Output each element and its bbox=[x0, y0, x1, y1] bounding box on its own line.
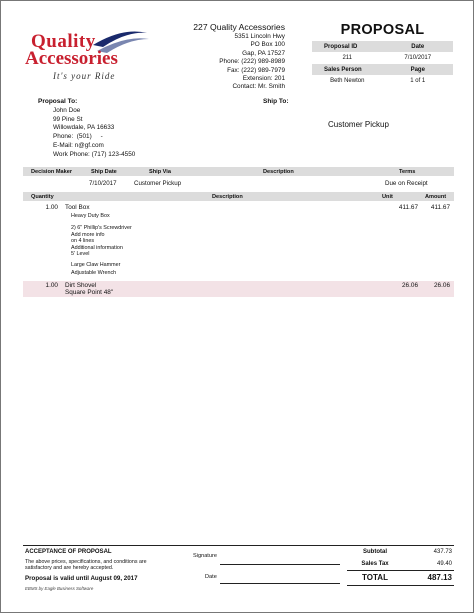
totals-divider bbox=[347, 570, 454, 571]
customer-email: E-Mail: n@gf.com bbox=[53, 141, 104, 149]
customer-work-phone: Work Phone: (717) 123-4550 bbox=[53, 150, 136, 158]
software-credit: EBMS by Eagle Business Software bbox=[25, 586, 94, 591]
acceptance-date-line[interactable] bbox=[220, 583, 340, 584]
subtotal-value: 437.73 bbox=[433, 549, 452, 555]
acceptance-text: The above prices, specifications, and conditions are satisfactory and are hereby accepted. bbox=[25, 559, 147, 572]
logo-tagline: It's your Ride bbox=[53, 71, 116, 81]
footer-divider bbox=[23, 545, 454, 546]
proposal-info-values bbox=[312, 75, 453, 87]
proposal-date: 7/10/2017 bbox=[404, 55, 432, 61]
proposal-date-label: Date bbox=[411, 43, 425, 50]
terms-value: Due on Receipt bbox=[385, 179, 428, 187]
quantity-header: Quantity bbox=[31, 193, 54, 200]
proposal-id-label: Proposal ID bbox=[324, 43, 358, 50]
item-detail-line: on 4 lines bbox=[71, 238, 95, 244]
page-label: Page bbox=[410, 66, 425, 73]
signature-label: Signature bbox=[193, 553, 217, 559]
company-phone: Phone: (222) 989-8989 bbox=[219, 58, 285, 66]
salesperson: Beth Newton bbox=[330, 78, 365, 84]
description-header: Description bbox=[212, 193, 243, 200]
ship-via-value: Customer Pickup bbox=[134, 179, 182, 187]
company-contact: Contact: Mr. Smith bbox=[232, 83, 285, 91]
company-fax: Fax: (222) 989-7979 bbox=[227, 66, 285, 74]
total-label: TOTAL bbox=[362, 573, 388, 582]
sales-tax-label: Sales Tax bbox=[361, 561, 389, 567]
acceptance-date-label: Date bbox=[205, 574, 217, 580]
item-description: Tool Box bbox=[65, 204, 90, 211]
table-row bbox=[23, 281, 454, 297]
item-amount: 411.67 bbox=[430, 204, 450, 211]
proposal-info-header bbox=[312, 64, 453, 75]
acceptance-title: ACCEPTANCE OF PROPOSAL bbox=[25, 549, 112, 555]
ship-to-label: Ship To: bbox=[263, 98, 289, 105]
proposal-info-table bbox=[312, 41, 453, 87]
total-row bbox=[347, 573, 454, 585]
items-table-header bbox=[23, 192, 454, 201]
company-address-line: PO Box 100 bbox=[250, 41, 285, 49]
total-value: 487.13 bbox=[427, 573, 452, 582]
proposal-id: 211 bbox=[342, 55, 353, 61]
sales-tax-value: 49.40 bbox=[436, 561, 452, 567]
company-extension: Extension: 201 bbox=[242, 75, 285, 83]
terms-header: Terms bbox=[399, 168, 416, 175]
item-unit-price: 26.06 bbox=[402, 282, 418, 289]
item-detail-line: 5' Level bbox=[71, 251, 90, 257]
company-info bbox=[159, 22, 285, 92]
shipping-table-row bbox=[23, 178, 454, 188]
company-address-line: Gap, PA 17527 bbox=[242, 49, 285, 57]
subtotal-label: Subtotal bbox=[363, 549, 387, 555]
proposal-to-address bbox=[53, 107, 135, 159]
sales-tax-row bbox=[347, 561, 454, 573]
proposal-info-values bbox=[312, 52, 453, 64]
item-quantity: 1.00 bbox=[45, 282, 58, 289]
totals-block bbox=[347, 549, 454, 585]
customer-name: John Doe bbox=[53, 107, 81, 114]
shipping-table-header bbox=[23, 167, 454, 176]
item-description-line2: Square Point 48" bbox=[65, 289, 114, 296]
customer-street: 99 Pine St bbox=[53, 115, 83, 123]
item-description: Dirt Shovel bbox=[65, 282, 97, 289]
decision-maker-header: Decision Maker bbox=[31, 168, 73, 175]
signature-line[interactable] bbox=[220, 564, 340, 565]
table-row bbox=[23, 203, 454, 281]
customer-city: Willowdale, PA 16633 bbox=[53, 124, 115, 132]
ship-date-value: 7/10/2017 bbox=[89, 179, 117, 187]
item-detail-line: 2) 6" Phillip's Screwdriver bbox=[71, 225, 132, 231]
company-address-line: 5351 Lincoln Hwy bbox=[234, 33, 285, 40]
proposal-info-header bbox=[312, 41, 453, 52]
item-amount: 26.06 bbox=[434, 282, 450, 289]
document-title: PROPOSAL bbox=[340, 22, 425, 38]
ship-date-header: Ship Date bbox=[91, 168, 117, 175]
item-quantity: 1.00 bbox=[45, 204, 58, 211]
proposal-to-label: Proposal To: bbox=[38, 98, 78, 105]
item-detail-line: Large Claw Hammer bbox=[71, 262, 121, 268]
company-name: 227 Quality Accessories bbox=[193, 22, 285, 32]
item-unit-price: 411.67 bbox=[398, 204, 418, 211]
amount-header: Amount bbox=[425, 193, 447, 200]
subtotal-row bbox=[347, 549, 454, 561]
logo-text-line1: Quality bbox=[31, 31, 96, 52]
totals-divider bbox=[347, 585, 454, 586]
item-detail-line: Additional information bbox=[71, 244, 123, 251]
salesperson-label: Sales Person bbox=[324, 66, 362, 73]
logo-text-line2: Accessories bbox=[25, 48, 118, 69]
ship-via-header: Ship Via bbox=[149, 168, 171, 175]
item-detail-line: Heavy Duty Box bbox=[71, 213, 110, 219]
shipping-description-header: Description bbox=[263, 168, 294, 175]
customer-phone: Phone: (501) - bbox=[53, 133, 103, 141]
company-logo bbox=[23, 25, 153, 85]
page-number: 1 of 1 bbox=[410, 78, 426, 84]
unit-header: Unit bbox=[382, 193, 393, 200]
item-detail-line: Add more info bbox=[71, 231, 105, 238]
ship-to-value: Customer Pickup bbox=[328, 120, 389, 129]
valid-until-text: Proposal is valid until August 09, 2017 bbox=[25, 575, 138, 582]
item-detail-line: Adjustable Wrench bbox=[71, 270, 117, 276]
